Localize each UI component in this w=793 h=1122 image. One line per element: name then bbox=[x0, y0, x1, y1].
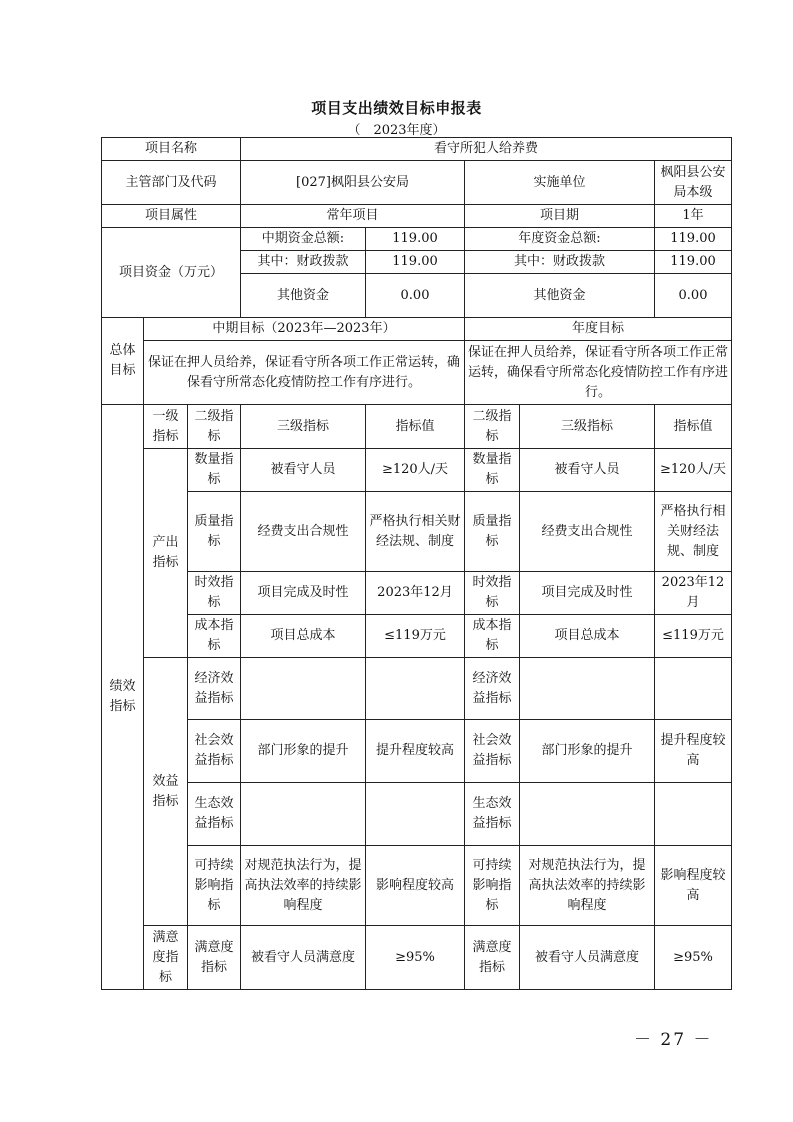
row-l2-year: 经济效益指标 bbox=[465, 658, 520, 720]
row-l3-year: 被看守人员 bbox=[520, 449, 655, 492]
row-l2: 成本指标 bbox=[188, 615, 241, 658]
row-l3-year: 被看守人员满意度 bbox=[520, 926, 655, 990]
header-level3: 三级指标 bbox=[241, 405, 366, 449]
period-value: 1年 bbox=[655, 205, 732, 228]
row-l3-year bbox=[520, 658, 655, 720]
mid-total-value: 119.00 bbox=[366, 228, 465, 251]
row-l3-year: 部门形象的提升 bbox=[520, 720, 655, 783]
row-l2-year: 生态效益指标 bbox=[465, 783, 520, 846]
row-value: 提升程度较高 bbox=[366, 720, 465, 783]
row-l3-year bbox=[520, 783, 655, 846]
row-l3-year: 对规范执法行为，提高执法效率的持续影响程度 bbox=[520, 846, 655, 926]
period-label: 项目期 bbox=[465, 205, 655, 228]
row-value: ≤119万元 bbox=[366, 615, 465, 658]
dept-label: 主管部门及代码 bbox=[102, 161, 241, 205]
attr-value: 常年项目 bbox=[241, 205, 465, 228]
row-l2: 满意度指标 bbox=[188, 926, 241, 990]
row-l2-year: 社会效益指标 bbox=[465, 720, 520, 783]
row-l2: 生态效益指标 bbox=[188, 783, 241, 846]
row-value-year: ≥120人/天 bbox=[655, 449, 732, 492]
row-l2-year: 数量指标 bbox=[465, 449, 520, 492]
header-level2-year: 二级指标 bbox=[465, 405, 520, 449]
row-l2: 质量指标 bbox=[188, 492, 241, 572]
row-value-year: 2023年12月 bbox=[655, 572, 732, 615]
header-level3-year: 三级指标 bbox=[520, 405, 655, 449]
row-value: 2023年12月 bbox=[366, 572, 465, 615]
row-l2: 时效指标 bbox=[188, 572, 241, 615]
row-value-year: 严格执行相关财经法规、制度 bbox=[655, 492, 732, 572]
benefit-indicators-label: 效益指标 bbox=[144, 658, 188, 926]
mid-goal-header: 中期目标（2023年—2023年） bbox=[144, 318, 465, 341]
mid-total-label: 中期资金总额: bbox=[241, 228, 366, 251]
page-number: － 27 － bbox=[634, 1030, 713, 1050]
year-other-value: 0.00 bbox=[655, 274, 732, 318]
impl-label: 实施单位 bbox=[465, 161, 655, 205]
row-value-year: 提升程度较高 bbox=[655, 720, 732, 783]
row-value: 严格执行相关财经法规、制度 bbox=[366, 492, 465, 572]
mid-other-label: 其他资金 bbox=[241, 274, 366, 318]
row-l3: 项目完成及时性 bbox=[241, 572, 366, 615]
row-value bbox=[366, 783, 465, 846]
row-value-year: 影响程度较高 bbox=[655, 846, 732, 926]
form-subtitle: （ 2023年度） bbox=[347, 123, 446, 138]
overall-goal-label: 总体目标 bbox=[102, 318, 144, 405]
row-l3: 被看守人员 bbox=[241, 449, 366, 492]
impl-value: 枫阳县公安局本级 bbox=[655, 161, 732, 205]
form-title: 项目支出绩效目标申报表 bbox=[311, 99, 482, 117]
performance-target-table bbox=[101, 137, 732, 990]
row-l2-year: 可持续影响指标 bbox=[465, 846, 520, 926]
row-value-year bbox=[655, 658, 732, 720]
row-value: ≥95% bbox=[366, 926, 465, 990]
header-level2: 二级指标 bbox=[188, 405, 241, 449]
mid-fiscal-value: 119.00 bbox=[366, 251, 465, 274]
row-value-year: ≤119万元 bbox=[655, 615, 732, 658]
year-fiscal-value: 119.00 bbox=[655, 251, 732, 274]
mid-goal-text: 保证在押人员给养，保证看守所各项工作正常运转，确保看守所常态化疫情防控工作有序进行。 bbox=[144, 341, 465, 405]
row-l2: 数量指标 bbox=[188, 449, 241, 492]
year-total-value: 119.00 bbox=[655, 228, 732, 251]
row-l3: 部门形象的提升 bbox=[241, 720, 366, 783]
dept-value: [027]枫阳县公安局 bbox=[241, 161, 465, 205]
row-l2-year: 质量指标 bbox=[465, 492, 520, 572]
row-l2-year: 满意度指标 bbox=[465, 926, 520, 990]
project-name-label: 项目名称 bbox=[102, 138, 241, 161]
row-l3: 对规范执法行为，提高执法效率的持续影响程度 bbox=[241, 846, 366, 926]
year-goal-text: 保证在押人员给养，保证看守所各项工作正常运转，确保看守所常态化疫情防控工作有序进行。 bbox=[465, 341, 732, 405]
row-l3 bbox=[241, 658, 366, 720]
year-fiscal-label: 其中：财政拨款 bbox=[465, 251, 655, 274]
row-l3 bbox=[241, 783, 366, 846]
row-l2: 社会效益指标 bbox=[188, 720, 241, 783]
header-value: 指标值 bbox=[366, 405, 465, 449]
year-goal-header: 年度目标 bbox=[465, 318, 732, 341]
output-indicators-label: 产出指标 bbox=[144, 449, 188, 658]
row-l3: 被看守人员满意度 bbox=[241, 926, 366, 990]
year-other-label: 其他资金 bbox=[465, 274, 655, 318]
row-value: 影响程度较高 bbox=[366, 846, 465, 926]
row-value: ≥120人/天 bbox=[366, 449, 465, 492]
row-l2: 可持续影响指标 bbox=[188, 846, 241, 926]
year-total-label: 年度资金总额: bbox=[465, 228, 655, 251]
satisfaction-indicators-label: 满意度指标 bbox=[144, 926, 188, 990]
row-l2-year: 时效指标 bbox=[465, 572, 520, 615]
row-l3-year: 项目总成本 bbox=[520, 615, 655, 658]
row-value-year bbox=[655, 783, 732, 846]
mid-fiscal-label: 其中：财政拨款 bbox=[241, 251, 366, 274]
row-l3: 经费支出合规性 bbox=[241, 492, 366, 572]
row-l3-year: 经费支出合规性 bbox=[520, 492, 655, 572]
row-l2: 经济效益指标 bbox=[188, 658, 241, 720]
performance-indicators-label: 绩效指标 bbox=[102, 405, 144, 990]
row-value-year: ≥95% bbox=[655, 926, 732, 990]
row-l3: 项目总成本 bbox=[241, 615, 366, 658]
header-level1: 一级指标 bbox=[144, 405, 188, 449]
mid-other-value: 0.00 bbox=[366, 274, 465, 318]
project-name-value: 看守所犯人给养费 bbox=[241, 138, 732, 161]
header-value-year: 指标值 bbox=[655, 405, 732, 449]
row-l3-year: 项目完成及时性 bbox=[520, 572, 655, 615]
row-l2-year: 成本指标 bbox=[465, 615, 520, 658]
row-value bbox=[366, 658, 465, 720]
funds-label: 项目资金（万元） bbox=[102, 228, 241, 318]
attr-label: 项目属性 bbox=[102, 205, 241, 228]
